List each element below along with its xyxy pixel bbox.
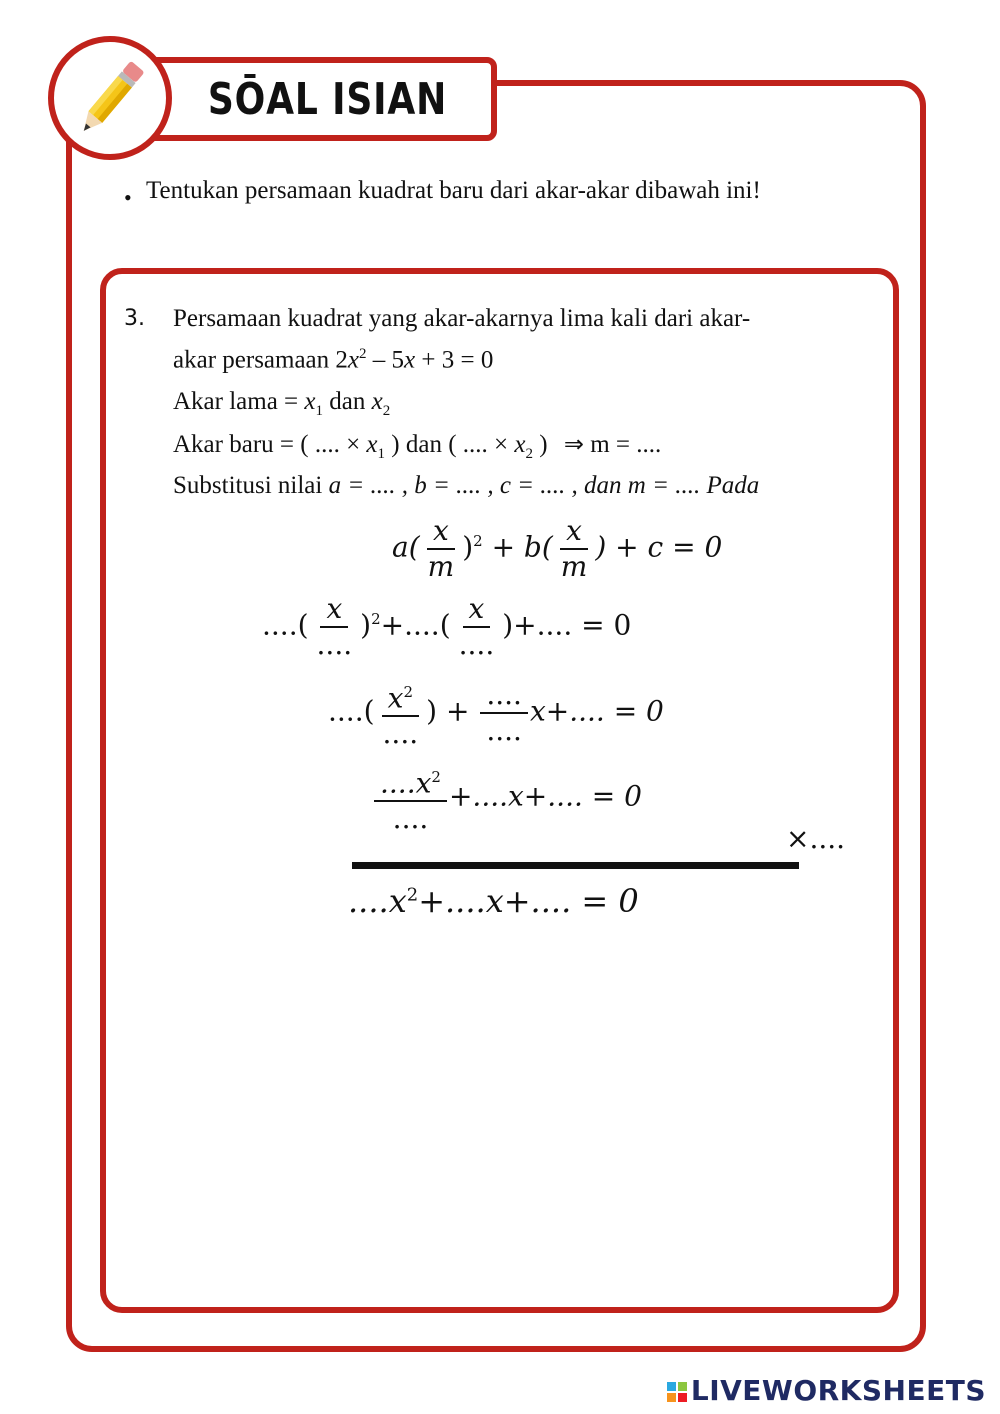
math: )+.... = 0 bbox=[502, 608, 632, 642]
text: Akar baru = ( .... × bbox=[173, 431, 367, 458]
question-line-1: Persamaan kuadrat yang akar-akarnya lima kali dari akar- bbox=[173, 305, 751, 332]
math: ....( bbox=[328, 694, 375, 728]
logo-text: LIVEWORKSHEETS bbox=[690, 1374, 986, 1407]
var-x: x bbox=[347, 346, 360, 374]
text: + 3 = 0 bbox=[415, 346, 494, 374]
var-x: x bbox=[304, 388, 316, 415]
var-x: x bbox=[366, 431, 378, 458]
math: +....( bbox=[380, 608, 451, 642]
text: Akar lama = bbox=[173, 388, 305, 415]
bullet: • bbox=[124, 185, 132, 210]
exponent: 2 bbox=[371, 610, 381, 629]
equation-4 bbox=[372, 762, 642, 834]
question-number: 3. bbox=[124, 306, 145, 331]
exponent: 2 bbox=[403, 683, 413, 701]
implies-arrow: ⇒ bbox=[563, 430, 584, 458]
equation-3 bbox=[328, 677, 664, 749]
numerator: x bbox=[463, 594, 491, 628]
var-x: x bbox=[404, 346, 416, 374]
math: ) bbox=[462, 530, 474, 564]
exponent: 2 bbox=[473, 532, 483, 551]
denominator: m bbox=[427, 550, 455, 583]
result-divider bbox=[352, 862, 799, 869]
subscript: 2 bbox=[525, 446, 533, 462]
math: a( bbox=[392, 530, 420, 564]
instruction-text: Tentukan persamaan kuadrat baru dari akar-akar dibawah ini! bbox=[146, 177, 761, 204]
math: x+.... = 0 bbox=[529, 694, 664, 728]
multiplier: ×.... bbox=[786, 822, 846, 855]
numerator: ....x bbox=[380, 766, 432, 800]
math: ) bbox=[360, 608, 372, 642]
text: – 5 bbox=[366, 346, 405, 374]
fraction bbox=[480, 680, 528, 746]
fraction bbox=[377, 677, 425, 749]
question-line-3 bbox=[173, 388, 390, 420]
question-line-4 bbox=[173, 430, 661, 463]
numerator: x bbox=[387, 681, 404, 715]
numerator: x bbox=[427, 516, 455, 550]
text: ) dan ( .... × bbox=[385, 431, 515, 458]
exponent: 2 bbox=[406, 884, 419, 906]
page-title: SŌAL ISIAN bbox=[207, 73, 448, 125]
denominator: .... bbox=[458, 628, 495, 661]
question-line-5 bbox=[173, 472, 759, 500]
italic-text: a = .... , b = .... , c = .... , dan m = .... Pada bbox=[328, 472, 760, 499]
var-x: x bbox=[371, 388, 383, 415]
result-equation bbox=[348, 882, 639, 920]
math: +....x+.... = 0 bbox=[418, 882, 639, 920]
text: dan bbox=[323, 388, 372, 415]
var-x: x bbox=[514, 431, 526, 458]
fraction bbox=[311, 594, 359, 660]
math: +....x+.... = 0 bbox=[448, 779, 642, 813]
subscript: 1 bbox=[377, 446, 386, 462]
text: Substitusi nilai bbox=[173, 472, 329, 499]
math: ) + c = 0 bbox=[595, 530, 723, 564]
liveworksheets-logo bbox=[667, 1374, 986, 1407]
numerator: x bbox=[320, 594, 348, 628]
math: ) + bbox=[426, 694, 479, 728]
logo-squares-icon bbox=[667, 1382, 687, 1402]
numerator: .... bbox=[480, 680, 528, 714]
question-line-2 bbox=[173, 346, 493, 374]
subscript: 1 bbox=[315, 403, 324, 419]
pencil-icon bbox=[54, 42, 166, 154]
exponent: 2 bbox=[359, 346, 367, 362]
text: m = .... bbox=[583, 431, 662, 458]
text: akar persamaan 2 bbox=[173, 346, 348, 374]
text: ) bbox=[533, 431, 548, 458]
denominator: .... bbox=[486, 714, 522, 748]
fraction bbox=[374, 762, 447, 834]
fraction bbox=[555, 516, 594, 582]
denominator: m bbox=[560, 550, 588, 583]
fraction bbox=[422, 516, 461, 582]
denominator: .... bbox=[316, 628, 353, 661]
equation-1 bbox=[392, 516, 722, 582]
equation-2 bbox=[262, 594, 631, 660]
exponent: 2 bbox=[431, 768, 441, 786]
fraction bbox=[453, 594, 501, 660]
subscript: 2 bbox=[382, 403, 391, 419]
denominator: .... bbox=[392, 802, 429, 836]
math: + b( bbox=[482, 530, 553, 564]
denominator: .... bbox=[382, 717, 419, 751]
math: ....x bbox=[348, 882, 407, 920]
math: ....( bbox=[262, 608, 309, 642]
pencil-badge bbox=[48, 36, 172, 160]
numerator: x bbox=[560, 516, 588, 550]
